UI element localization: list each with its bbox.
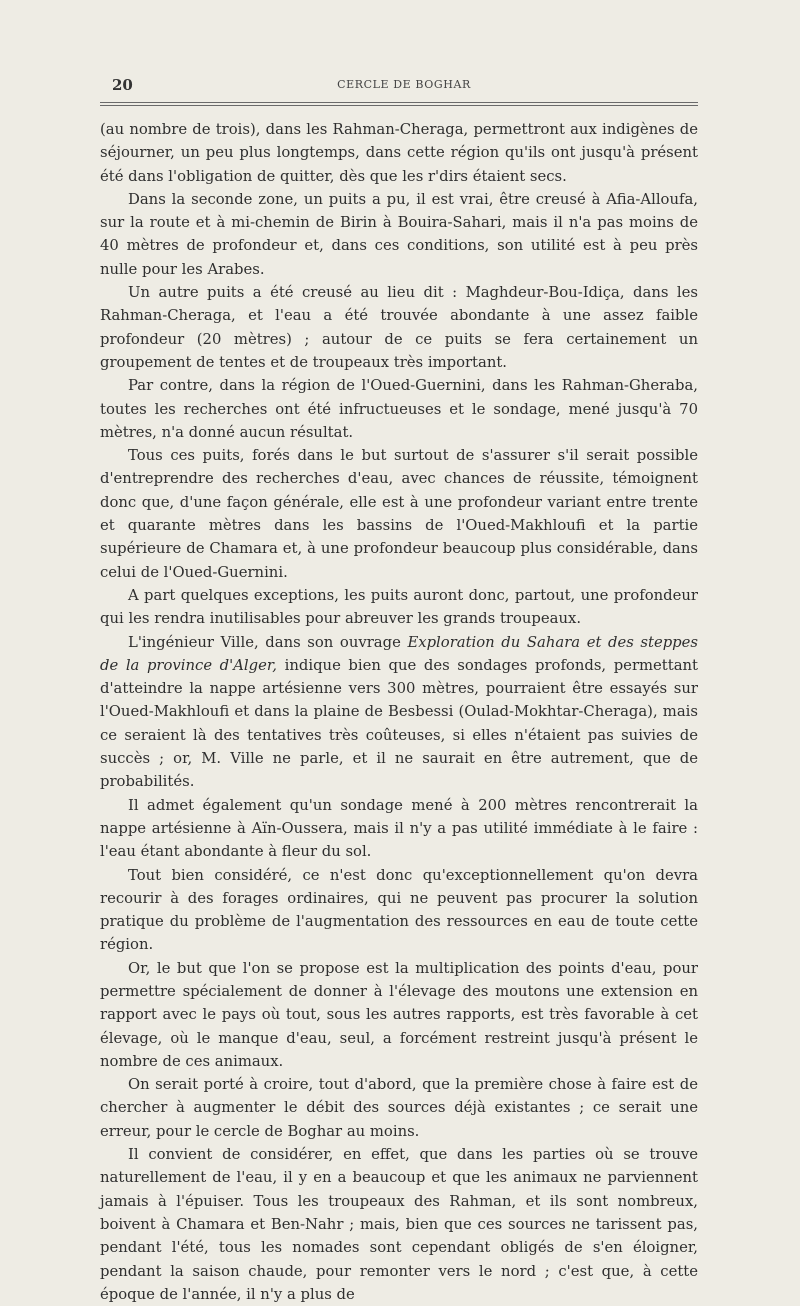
- paragraph-7: [100, 631, 698, 794]
- paragraph-8: Il admet également qu'un sondage mené à 200 mètres rencontrerait la nappe artésienne à Aïn-Oussera, mais il n'y a pas utilité immédiate à le faire : l'eau étant abondante à fleur du sol.: [100, 796, 698, 861]
- paragraph-2: Dans la seconde zone, un puits a pu, il est vrai, être creusé à Afia-Alloufa, sur la route et à mi-chemin de Birin à Bouira-Sahari, mais il n'a pas moins de 40 mètres de profondeur et, dans ces conditions, son utilité est à peu près nulle pour les Arabes.: [100, 190, 698, 278]
- paragraph-7-lead: L'ingénieur Ville, dans son ouvrage: [128, 633, 408, 651]
- paragraph-5: Tous ces puits, forés dans le but surtout de s'assurer s'il serait possible d'entreprendre des recherches d'eau, avec chances de réussite, témoignent donc que, d'une façon générale, elle est à une profondeur variant entre trente et quarante mètres dans les bassins de l'Oued-Makhloufi et la partie supérieure de Chamara et, à une profondeur beaucoup plus considérable, dans celui de l'Oued-Guernini.: [100, 447, 698, 581]
- page-number: 20: [112, 76, 133, 94]
- paragraph-7-rest: indique bien que des sondages profonds, permettant d'atteindre la nappe artésienne vers 300 mètres, pourraient être essayés sur l'Oued-Makhloufi et dans la plaine de Besbessi (Oulad-Mokhtar-Cheraga), mais ce seraient là des tentatives très coûteuses, si elles n'étaient pas suivies de succès ; or, M. Ville ne parle, et il ne saurait en être autrement, que de probabilités.: [100, 656, 698, 791]
- paragraph-9: Tout bien considéré, ce n'est donc qu'exceptionnellement qu'on devra recourir à des forages ordinaires, qui ne peuvent pas procurer la solution pratique du problème de l'augmentation des ressources en eau de toute cette région.: [100, 866, 698, 954]
- paragraph-12: Il convient de considérer, en effet, que dans les parties où se trouve naturellement de l'eau, il y en a beaucoup et que les animaux ne parviennent jamais à l'épuiser. Tous les troupeaux des Rahman, et ils sont nombreux, boivent à Chamara et Ben-Nahr ; mais, bien que ces sources ne tarissent pas, pendant l'été, tous les nomades sont cependant obligés de s'en éloigner, pendant la saison chaude, pour remonter vers le nord ; c'est que, à cette époque de l'année, il n'y a plus de: [100, 1146, 698, 1303]
- book-title: Exploration du Sahara et des steppes de la province d'Alger,: [100, 633, 698, 674]
- paragraph-11: On serait porté à croire, tout d'abord, que la première chose à faire est de chercher à augmenter le débit des sources déjà existantes ; ce serait une erreur, pour le cercle de Boghar au moins.: [100, 1076, 698, 1140]
- paragraph-6: A part quelques exceptions, les puits auront donc, partout, une profondeur qui les rendra inutilisables pour abreuver les grands troupeaux.: [100, 586, 698, 628]
- body-text: [100, 118, 698, 1306]
- paragraph-3: Un autre puits a été creusé au lieu dit : Maghdeur-Bou-Idiça, dans les Rahman-Cheraga, et l'eau a été trouvée abondante à une assez faible profondeur (20 mètres) ; autour de ce puits se fera certainement un groupement de tentes et de troupeaux très important.: [100, 284, 698, 371]
- paragraph-1: (au nombre de trois), dans les Rahman-Cheraga, permettront aux indigènes de séjourner, un peu plus longtemps, dans cette région qu'ils ont jusqu'à présent été dans l'obligation de quitter, dès que les r'dirs étaient secs.: [100, 121, 698, 185]
- running-title: CERCLE DE BOGHAR: [337, 78, 471, 91]
- paragraph-4: Par contre, dans la région de l'Oued-Guernini, dans les Rahman-Gheraba, toutes les recherches ont été infructueuses et le sondage, mené jusqu'à 70 mètres, n'a donné aucun résultat.: [100, 377, 698, 441]
- header-rule-bottom: [100, 105, 698, 106]
- paragraph-10: Or, le but que l'on se propose est la multiplication des points d'eau, pour permettre spécialement de donner à l'élevage des moutons une extension en rapport avec le pays où tout, sous les autres rapports, est très favorable à cet élevage, où le manque d'eau, seul, a forcément restreint jusqu'à présent le nombre de ces animaux.: [100, 959, 698, 1070]
- header-rule-top: [100, 102, 698, 103]
